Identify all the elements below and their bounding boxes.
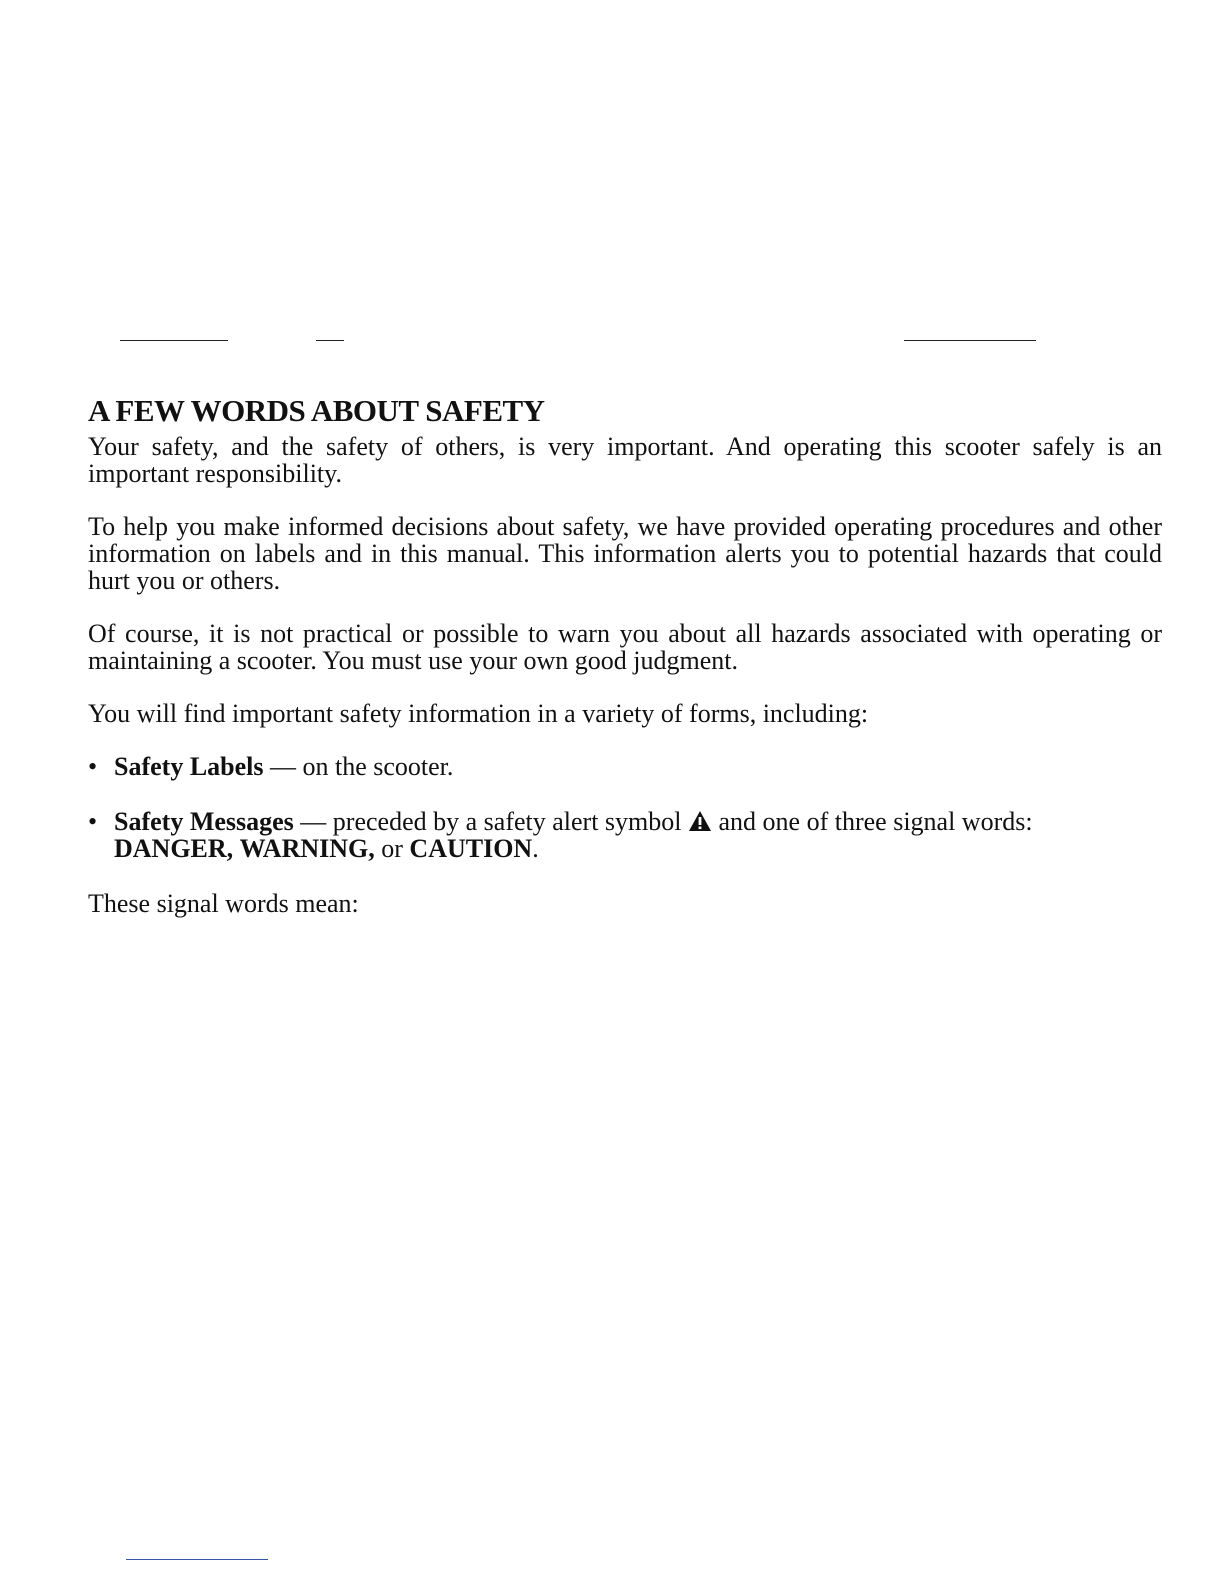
safety-labels-desc: — on the scooter. bbox=[270, 752, 454, 782]
signal-word-caution: CAUTION bbox=[409, 834, 533, 864]
bullet-icon: • bbox=[88, 752, 98, 782]
bullet-icon: • bbox=[88, 807, 98, 837]
top-rule-middle bbox=[316, 340, 344, 341]
paragraph-signal-words: These signal words mean: bbox=[88, 889, 359, 919]
paragraph-informed-decisions: To help you make informed decisions about safety, we have provided operating procedures and other information on labels and in this manual. This information alerts you to potential hazards that could hurt you or others. bbox=[88, 512, 1162, 596]
safety-forms-list bbox=[88, 753, 1162, 862]
signal-word-warning: WARNING, bbox=[239, 834, 375, 864]
sentence-end: . bbox=[532, 834, 539, 864]
signal-word-connector: or bbox=[381, 834, 403, 864]
paragraph-forms-intro: You will find important safety information in a variety of forms, including: bbox=[88, 699, 869, 729]
term-safety-messages: Safety Messages bbox=[114, 807, 294, 837]
top-rule-right bbox=[904, 340, 1036, 341]
safety-section bbox=[88, 392, 1162, 943]
paragraph-judgment: Of course, it is not practical or possible to warn you about all hazards associated with operating or maintaining a scooter. You must use your own good judgment. bbox=[88, 619, 1162, 676]
term-safety-labels: Safety Labels bbox=[114, 752, 264, 782]
page-title: A FEW WORDS ABOUT SAFETY bbox=[88, 393, 545, 428]
safety-messages-desc-cont: and one of three signal words: bbox=[718, 807, 1033, 837]
bottom-rule bbox=[126, 1559, 268, 1560]
safety-messages-desc: — preceded by a safety alert symbol bbox=[300, 807, 682, 837]
list-item-safety-labels bbox=[88, 753, 1162, 780]
top-rule-left bbox=[120, 340, 228, 341]
list-item-safety-messages bbox=[88, 808, 1162, 862]
safety-alert-triangle-icon bbox=[688, 810, 712, 832]
signal-word-danger: DANGER, bbox=[114, 834, 234, 864]
paragraph-importance: Your safety, and the safety of others, is very important. And operating this scooter safely is an important responsibility. bbox=[88, 432, 1162, 489]
